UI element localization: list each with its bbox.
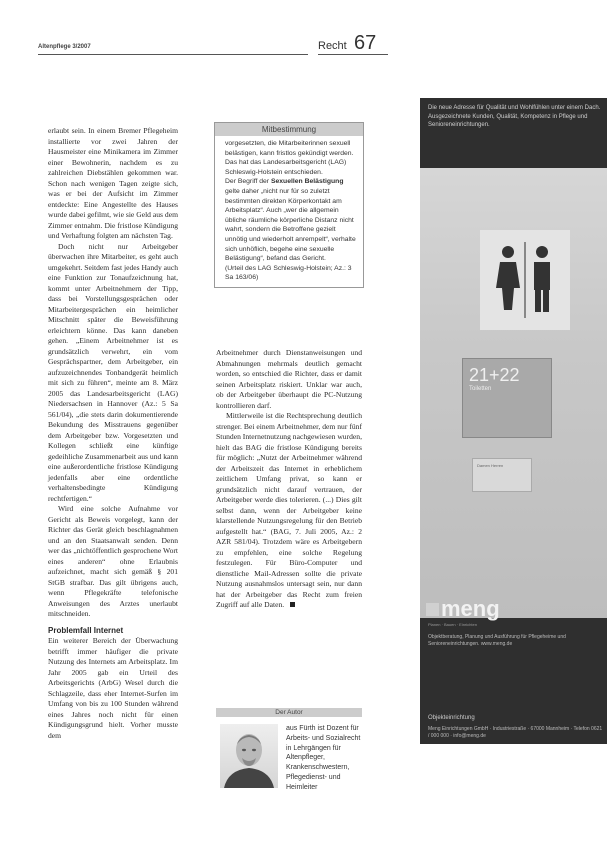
paragraph: Wird eine solche Aufnahme vor Gericht als Beweis vorgelegt, kann der Richter das Gerät gleich beschlagnahmen und an den Staatsanwalt senden. Denn wer das „nichtöffentlich gesprochene Wort eines anderen“ ohne Erlaubnis aufzeichnet, macht sich gemäß § 201 StGB strafbar. Das gilt übrigens auch, wenn Pflegekräfte telefonische Anweisungen des Arztes unerlaubt mitschneiden. xyxy=(48,504,178,618)
author-photo xyxy=(220,724,278,788)
article-column-2 xyxy=(216,348,362,611)
header-rule xyxy=(38,54,308,55)
paragraph: Mittlerweile ist die Rechtsprechung deutlich strenger. Bei einem Arbeitnehmer, dem nur fünf Stunden Internetnutzung nachgewiesen wurden, hielt das BAG die fristlose Kündigung bereits für möglich: „Nutzt der Arbeitnehmer während der Arbeitszeit das Internet in erheblichem zeitlichem Umfang privat, so kann er grundsätzlich nicht darauf vertrauen, der Arbeitgeber werde dies tolerieren. (...) Dies gilt selbst dann, wenn der Arbeitgeber keine klarstellende Nutzungsregelung für den Betrieb aufgestellt hat.“ (BAG, 7. Juli 2005, Az.: 2 AZR 581/04). Trotzdem wäre es Arbeitgebern zu empfehlen, eine solche Regelung festzulegen. Für Büro-Computer und dienstliche Mail-Adressen sollte die private Nutzung ausnahmslos untersagt sein, nur dann hat der Arbeitgeber das Recht zum freien Zugriff auf alle Daten. xyxy=(216,411,362,609)
page-number: 67 xyxy=(354,32,377,54)
ad-info: Objektberatung, Planung und Ausführung für Pflegeheime und Senioreneinrichtungen. www.meng.de xyxy=(428,634,566,647)
article-column-1 xyxy=(48,126,178,741)
room-label: Toiletten xyxy=(469,386,492,392)
paragraph: Ein weiterer Bereich der Überwachung betrifft immer häufiger die private Nutzung des Internets am Arbeitsplatz. Im Jahr 2005 gab ein Urteil des Arbeitsgerichts (ArbG) Wesel durch die Schlagzeile, dass eher Internet-Surfen im Umfang von bis zu 100 Stunden während eines Jahres noch nicht für einen Kündigungsgrund hielt. Vorher musste dem xyxy=(48,636,178,740)
info-box-body xyxy=(215,136,363,287)
author-box xyxy=(216,708,362,791)
subheading-internet: Problemfall Internet xyxy=(48,625,124,635)
logo-wordmark: meng xyxy=(441,596,500,621)
advertisement-sidebar xyxy=(420,98,607,744)
door-plate-text: Damen Herren xyxy=(477,463,504,468)
logo-square-icon xyxy=(426,603,439,616)
info-box-bold-term: Sexuellen Belästigung xyxy=(270,178,344,186)
header-rule-right xyxy=(318,54,388,55)
info-box-title: Mitbestimmung xyxy=(215,123,363,136)
ad-headline: Die neue Adresse für Qualität und Wohlfühlen unter einem Dach. Ausgezeichnete Kunden, Qualität, Kompetenz in Pflege und Senioreneinrichtungen. xyxy=(428,105,601,128)
restroom-sign-icon xyxy=(480,230,570,330)
author-box-title: Der Autor xyxy=(216,708,362,717)
paragraph: Arbeitnehmer durch Dienstanweisungen und Abmahnungen mehrmals deutlich gemacht worden, so entschied die Richter, dass er damit seinen Arbeitsplatz riskiert. Unklar war auch, ob der Arbeitgeber überhaupt die PC-Nutzung kontrollieren darf. xyxy=(216,348,362,410)
brand-logo xyxy=(426,596,500,622)
header-issue: Altenpflege 3/2007 xyxy=(38,44,91,50)
info-box xyxy=(214,122,364,288)
paragraph: erlaubt sein. In einem Bremer Pflegeheim installierte vor zwei Jahren der Hausmeister eine Minikamera im Zimmer einer Bewohnerin, nachdem es zu zahlreichen Diebstählen gekommen war. Schon nach wenigen Tagen zeigte sich, was er bei der Aufsicht im Zimmer entdeckte: Eine Angestellte des Hauses wurde dabei gefilmt, wie sie Geld aus dem Zimmer entnahm. Die fristlose Kündigung und Verhaftung folgten am nächsten Tag. xyxy=(48,126,178,240)
ad-photo xyxy=(420,168,607,618)
ad-contact-heading: Objekteinrichtung xyxy=(428,715,475,721)
info-box-citation: (Urteil des LAG Schleswig-Holstein; Az.: 3 Sa 163/06) xyxy=(225,264,352,282)
end-mark xyxy=(290,602,295,607)
info-box-text: Der Begriff der Sexuellen Belästigung gelte daher „nicht nur für so zuletzt bestimmten direkten Körperkontakt am Arbeitsplatz“. Auch „wer die allgemein übliche räumliche körperliche Distanz nicht wahrt, sondern die Betroffene gezielt unnötig und wiederholt anrempelt“, verhalte sich unhöflich, begehe eine sexuelle Belästigung“, befand das Gericht. xyxy=(225,178,356,263)
room-number: 21+22 xyxy=(469,365,520,385)
door-plate xyxy=(472,458,532,492)
author-text: aus Fürth ist Dozent für Arbeits- und Sozialrecht in Lehrgängen für Altenpfleger, Krankenschwestern, Pflegedienst- und Heimleiter xyxy=(286,725,361,791)
ad-contact: Meng Einrichtungen GmbH · Industriestraße · 67000 Mannheim · Telefon 0621 / 000 000 · info@meng.de xyxy=(428,726,603,739)
room-number-sign xyxy=(462,358,552,438)
paragraph: Doch nicht nur Arbeitgeber überwachen ihre Mitarbeiter, es geht auch umgekehrt. Seitdem fast jedes Handy auch eine Funktion zur Tonaufzeichnung hat, kommt unter Arbeitnehmern der Tipp, dass bei Vorstellungsgesprächen oder Mitarbeitergesprächen ein heimlicher Mitschnitt später die Beweisführung erleichtern könne. Das kann daneben gehen. „Einem Arbeitnehmer ist es grundsätzlich verwehrt, ein vom Gesprächspartner, dem Arbeitgeber, ein aufzuzeichnendes Tonbandgerät heimlich mit sich zu führen“, meinte am 8. März 2005 das Landesarbeitsgericht (LAG) Niedersachsen in Hannover (Az.: 5 Sa 561/04), „die stets darin dokumentierende Bekundung des Misstrauens gegenüber dem Arbeitgeber bzw. Vorgesetzten und Kollegen schließt eine künftige gedeihliche Zusammenarbeit aus und kann eine außerordentliche fristlose Kündigung jedenfalls aber eine ordentliche verhaltensbedingte Kündigung rechtfertigen.“ xyxy=(48,241,178,503)
header-section: Recht xyxy=(318,40,347,52)
info-box-text: vorgesetzten, die Mitarbeiterinnen sexuell belästigen, kann fristlos gekündigt werden. Das hat das Landesarbeitsgericht (LAG) Schleswig-Holstein entschieden. xyxy=(225,140,354,176)
logo-tagline: Planen · Bauen · Einrichten xyxy=(428,622,477,627)
